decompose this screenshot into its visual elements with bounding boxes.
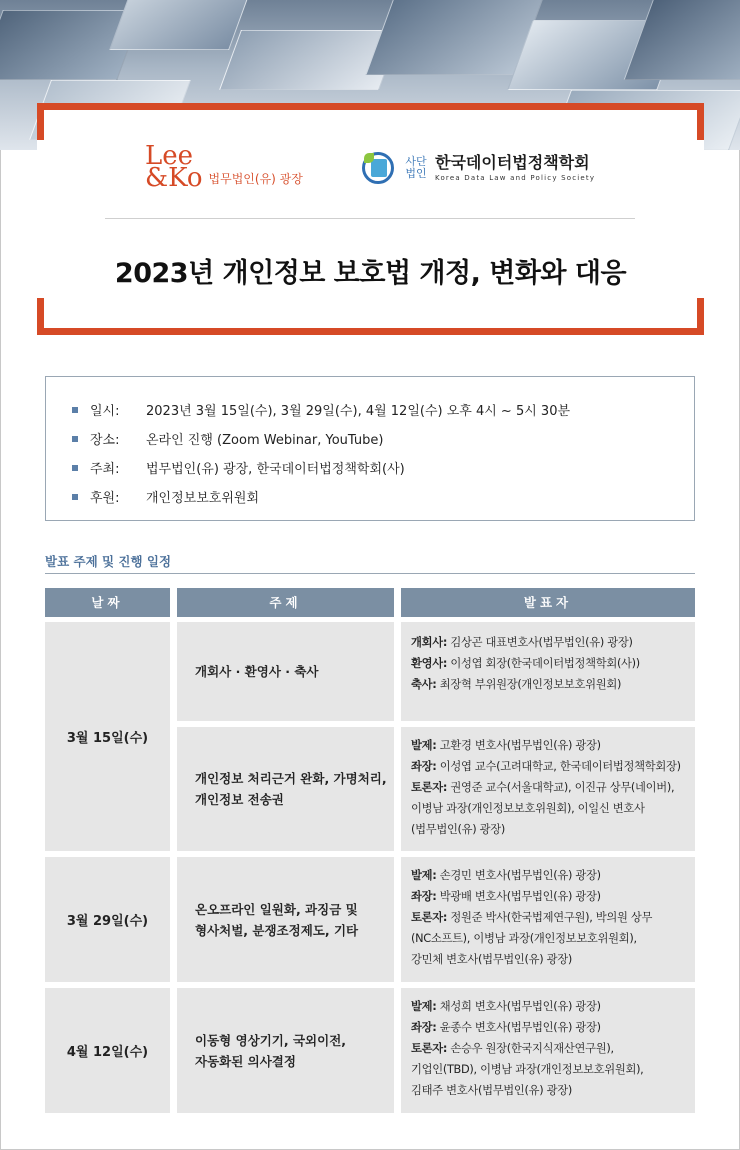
- speaker-line: [411, 756, 687, 777]
- kdlp-emblem-icon: [359, 149, 397, 187]
- topic-line: 온오프라인 일원화, 과징금 및: [195, 901, 358, 917]
- column-header-date: 날짜: [45, 588, 170, 617]
- bullet-icon: [72, 407, 78, 413]
- leeko-logo-mark: Lee &Ko: [145, 141, 203, 193]
- speaker-line: [411, 996, 687, 1017]
- speaker-role: 좌장:: [411, 1021, 437, 1034]
- speaker-text: 윤종수 변호사(법무법인(유) 광장): [436, 1021, 601, 1034]
- speaker-line: [411, 928, 687, 949]
- kdlp-tag: 사단 법인: [405, 155, 427, 180]
- date-cell: 4월 12일(수): [45, 988, 170, 1113]
- speaker-text: 이병남 과장(개인정보보호위원회), 이일신 변호사: [411, 802, 645, 815]
- speaker-role: 축사:: [411, 678, 437, 691]
- speaker-role: 토론자:: [411, 911, 448, 924]
- speaker-text: 이성엽 회장(한국데이터법정책학회(사)): [447, 657, 640, 670]
- speaker-text: 손승우 원장(한국지식재산연구원),: [447, 1042, 614, 1055]
- speakers-cell: [401, 727, 695, 851]
- info-key: 일시:: [90, 404, 120, 419]
- card-top-border: [37, 103, 704, 110]
- speaker-line: [411, 886, 687, 907]
- bullet-icon: [72, 494, 78, 500]
- speaker-role: 발제:: [411, 869, 437, 882]
- info-key: 후원:: [90, 491, 120, 506]
- leeko-name: 법무법인(유) 광장: [208, 172, 303, 186]
- speaker-line: [411, 1059, 687, 1080]
- page-title: 2023년 개인정보 보호법 개정, 변화와 대응: [114, 258, 627, 289]
- topic-line: 형사처벌, 분쟁조정제도, 기타: [195, 922, 359, 938]
- info-value: 개인정보보호위원회: [146, 491, 260, 506]
- card-divider: [105, 218, 635, 219]
- topic-line: 개인정보 전송권: [195, 792, 284, 807]
- speaker-line: [411, 949, 687, 970]
- speaker-role: 발제:: [411, 1000, 437, 1013]
- schedule-heading: 발표 주제 및 진행 일정: [45, 554, 172, 569]
- speaker-line: [411, 735, 687, 756]
- speaker-text: 이성엽 교수(고려대학교, 한국데이터법정책학회장): [436, 760, 681, 773]
- speaker-role: 토론자:: [411, 781, 448, 794]
- info-row: [72, 424, 694, 453]
- info-row: [72, 482, 694, 511]
- title-card: [37, 103, 704, 335]
- speaker-text: 박광배 변호사(법무법인(유) 광장): [436, 890, 601, 903]
- speaker-role: 발제:: [411, 739, 437, 752]
- speaker-text: 고환경 변호사(법무법인(유) 광장): [436, 739, 601, 752]
- kdlp-name-kr: 한국데이터법정책학회: [435, 153, 590, 172]
- speaker-line: [411, 907, 687, 928]
- schedule-rule: [45, 573, 695, 574]
- speaker-line: [411, 1080, 687, 1101]
- speaker-role: 토론자:: [411, 1042, 448, 1055]
- speakers-cell: [401, 988, 695, 1113]
- logos: [37, 135, 704, 205]
- info-value: 온라인 진행 (Zoom Webinar, YouTube): [146, 433, 384, 448]
- leeko-logo: [145, 141, 303, 193]
- speaker-text: 기업인(TBD), 이병남 과장(개인정보보호위원회),: [411, 1063, 644, 1076]
- speaker-line: [411, 1017, 687, 1038]
- bullet-icon: [72, 465, 78, 471]
- speaker-text: 손경민 변호사(법무법인(유) 광장): [436, 869, 601, 882]
- date-cell: 3월 29일(수): [45, 857, 170, 982]
- column-header-topic: 주제: [177, 588, 394, 617]
- topic-line: 이동형 영상기기, 국외이전,: [195, 1032, 347, 1048]
- kdlp-logo: [359, 149, 595, 187]
- date-cell: 3월 15일(수): [45, 622, 170, 851]
- topic-cell: [177, 857, 394, 982]
- speaker-text: (법무법인(유) 광장): [411, 823, 506, 836]
- speaker-text: 김태주 변호사(법무법인(유) 광장): [411, 1084, 572, 1097]
- speaker-text: 채성희 변호사(법무법인(유) 광장): [436, 1000, 601, 1013]
- speaker-line: [411, 819, 687, 840]
- info-row: [72, 395, 694, 424]
- info-key: 주최:: [90, 462, 120, 477]
- topic-line: 개회사 · 환영사 · 축사: [195, 664, 319, 679]
- speaker-role: 좌장:: [411, 760, 437, 773]
- speaker-line: [411, 653, 687, 674]
- speaker-line: [411, 865, 687, 886]
- speaker-text: 권영준 교수(서울대학교), 이진규 상무(네이버),: [447, 781, 675, 794]
- speaker-role: 좌장:: [411, 890, 437, 903]
- speakers-cell: [401, 622, 695, 721]
- event-info-box: [45, 376, 695, 521]
- speaker-text: (NC소프트), 이병남 과장(개인정보보호위원회),: [411, 932, 637, 945]
- column-header-speakers: 발표자: [401, 588, 695, 617]
- speaker-role: 개회사:: [411, 636, 448, 649]
- topic-line: 자동화된 의사결정: [195, 1053, 296, 1069]
- speaker-line: [411, 632, 687, 653]
- info-value: 2023년 3월 15일(수), 3월 29일(수), 4월 12일(수) 오후 4시 ~ 5시 30분: [146, 404, 571, 419]
- speaker-line: [411, 798, 687, 819]
- speaker-line: [411, 777, 687, 798]
- card-bottom-border: [37, 328, 704, 335]
- speaker-line: [411, 1038, 687, 1059]
- speakers-cell: [401, 857, 695, 982]
- bullet-icon: [72, 436, 78, 442]
- speaker-line: [411, 674, 687, 695]
- topic-line: 개인정보 처리근거 완화, 가명처리,: [195, 771, 387, 786]
- speaker-text: 최장혁 부위원장(개인정보보호위원회): [436, 678, 622, 691]
- kdlp-name-en: Korea Data Law and Policy Society: [435, 174, 596, 182]
- info-key: 장소:: [90, 433, 120, 448]
- speaker-role: 환영사:: [411, 657, 448, 670]
- topic-cell: [177, 622, 394, 721]
- speaker-text: 정원준 박사(한국법제연구원), 박의원 상무: [447, 911, 653, 924]
- topic-cell: [177, 727, 394, 851]
- topic-cell: [177, 988, 394, 1113]
- speaker-text: 김상곤 대표변호사(법무법인(유) 광장): [447, 636, 633, 649]
- speaker-text: 강민체 변호사(법무법인(유) 광장): [411, 953, 572, 966]
- info-row: [72, 453, 694, 482]
- info-value: 법무법인(유) 광장, 한국데이터법정책학회(사): [146, 462, 405, 477]
